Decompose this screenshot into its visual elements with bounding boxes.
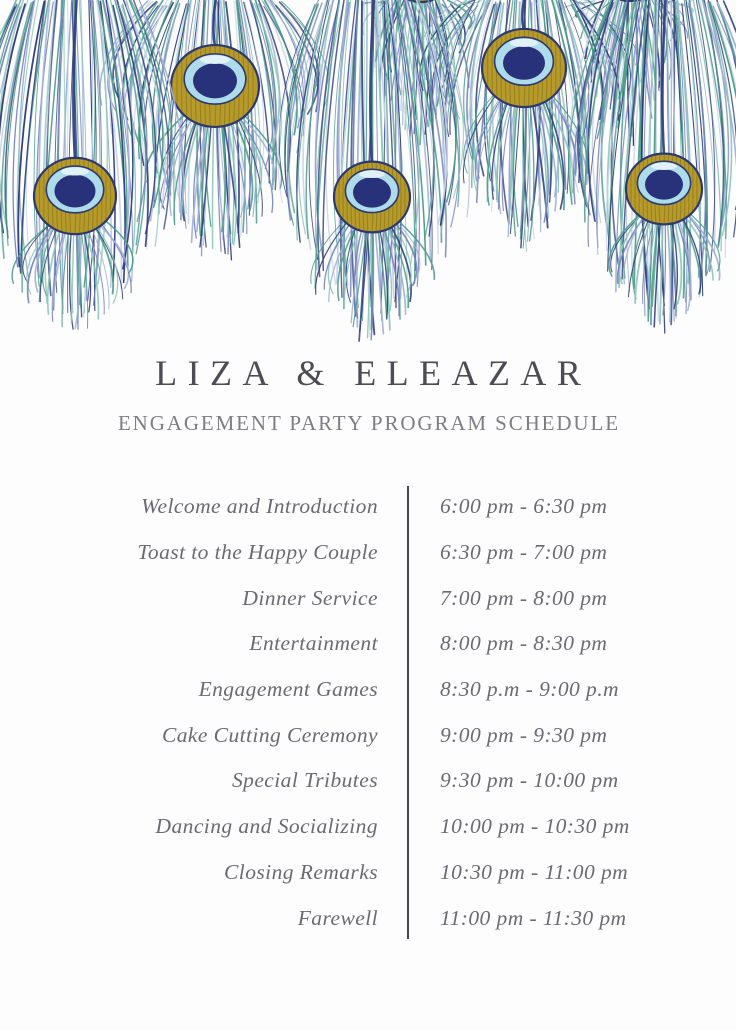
schedule-row [0, 850, 736, 896]
event-time: 10:00 pm - 10:30 pm [440, 814, 630, 839]
feather-eye [626, 151, 702, 227]
event-name: Farewell [297, 905, 378, 930]
schedule-row [0, 621, 736, 667]
event-name: Dancing and Socializing [155, 814, 378, 839]
schedule-rows [0, 484, 736, 941]
schedule-row [0, 484, 736, 530]
schedule-divider [407, 486, 409, 939]
event-name: Welcome and Introduction [141, 494, 378, 519]
event-name: Closing Remarks [224, 859, 378, 884]
event-name: Special Tributes [231, 768, 378, 793]
event-name: Engagement Games [198, 677, 378, 702]
event-time: 8:30 p.m - 9:00 p.m [440, 677, 619, 702]
schedule-row [0, 712, 736, 758]
feather-eye [334, 159, 410, 235]
schedule-row [0, 895, 736, 941]
schedule-row [0, 530, 736, 576]
event-time: 9:00 pm - 9:30 pm [440, 722, 608, 747]
schedule-row [0, 667, 736, 713]
schedule-row [0, 758, 736, 804]
peacock-feathers-illustration [0, 0, 736, 348]
event-name: Cake Cutting Ceremony [161, 722, 378, 747]
event-time: 11:00 pm - 11:30 pm [440, 905, 627, 930]
event-time: 9:30 pm - 10:00 pm [440, 768, 619, 793]
schedule-row [0, 804, 736, 850]
event-time: 6:00 pm - 6:30 pm [440, 494, 608, 519]
feather-eye [34, 155, 116, 237]
event-name: Dinner Service [242, 585, 378, 610]
event-time: 6:30 pm - 7:00 pm [440, 540, 608, 565]
event-time: 10:30 pm - 11:00 pm [440, 859, 629, 884]
event-time: 7:00 pm - 8:00 pm [440, 585, 608, 610]
event-time: 8:00 pm - 8:30 pm [440, 631, 608, 656]
event-name: Toast to the Happy Couple [137, 540, 378, 565]
page-subtitle: ENGAGEMENT PARTY PROGRAM SCHEDULE [117, 411, 620, 435]
page-title: LIZA & ELEAZAR [155, 353, 592, 393]
schedule-table [0, 484, 736, 941]
schedule-row [0, 575, 736, 621]
event-name: Entertainment [249, 631, 378, 656]
